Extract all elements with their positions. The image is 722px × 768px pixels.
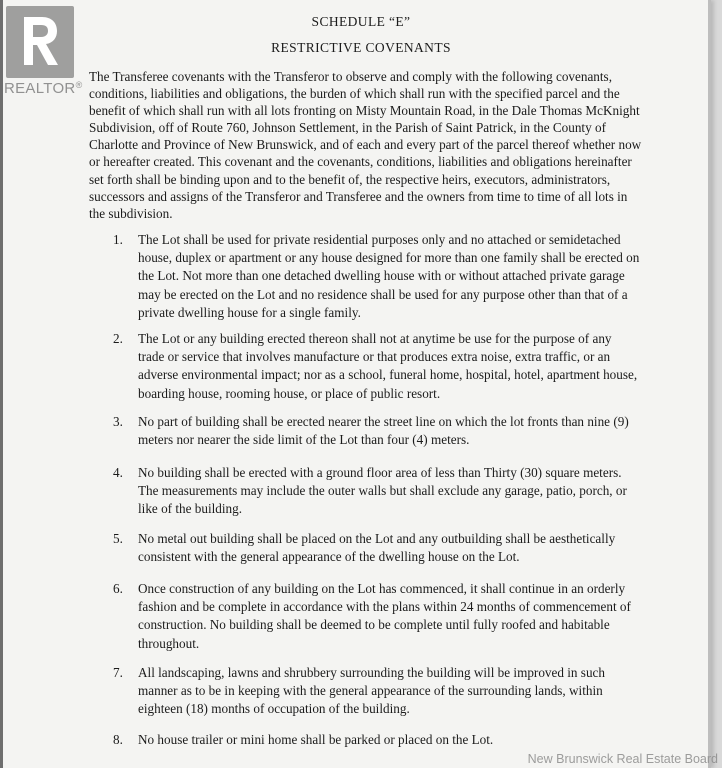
covenant-item-4 xyxy=(113,464,641,519)
item-text: The Lot shall be used for private residential purposes only and no attached or semidetached house, duplex or apartment or any house designed for more than one family shall be erected on the Lot. Not more than one detached dwelling house with or without attached private garage may be erected on the Lot and no residence shall be used for any purpose other than that of a private dwelling house for a single family. xyxy=(138,232,640,320)
item-text: No part of building shall be erected nearer the street line on which the lot fronts than nine (9) meters nor nearer the side limit of the Lot than four (4) meters. xyxy=(138,414,629,448)
item-number: 6. xyxy=(113,581,123,596)
realtor-logo-text: REALTOR® xyxy=(4,80,83,97)
item-text: No house trailer or mini home shall be parked or placed on the Lot. xyxy=(138,732,494,747)
schedule-title: SCHEDULE “E” xyxy=(311,14,411,29)
covenant-item-2 xyxy=(113,330,641,403)
item-text: The Lot or any building erected thereon shall not at anytime be use for the purpose of any trade or service that involves manufacture or that produces extra noise, extra traffic, or an adverse environmental impact; nor as a school, funeral home, hospital, hotel, apartment house, boarding house, rooming house, or place of public resort. xyxy=(138,331,638,401)
covenant-item-5 xyxy=(113,530,641,566)
covenants-heading: RESTRICTIVE COVENANTS xyxy=(271,40,451,55)
covenant-item-8 xyxy=(113,731,641,749)
intro-paragraph: The Transferee covenants with the Transferor to observe and comply with the following covenants, conditions, liabilities and obligations, the burden of which shall run with the specified parcel and the benefit of which shall run with all lots fronting on Misty Mountain Road, in the Dale Thomas McKnight Subdivision, off of Route 760, Johnson Settlement, in the Parish of Saint Patrick, in the County of Charlotte and Province of New Brunswick, and of each and every part of the parcel thereof whether now or hereafter created. This covenant and the covenants, conditions, liabilities and obligations hereinafter set forth shall be binding upon and to the benefit of, the respective heirs, executors, administrators, successors and assigns of the Transferor and Transferee and the owners from time to time of all lots in the subdivision. xyxy=(89,69,642,221)
item-number: 1. xyxy=(113,232,123,247)
board-watermark: New Brunswick Real Estate Board xyxy=(527,752,718,766)
page-border xyxy=(0,0,3,768)
item-number: 5. xyxy=(113,531,123,546)
item-number: 8. xyxy=(113,732,123,747)
item-number: 3. xyxy=(113,414,123,429)
item-text: Once construction of any building on the Lot has commenced, it shall continue in an orderly fashion and be complete in accordance with the plans within 24 months of commencement of construction. No building shall be deemed to be complete until fully roofed and habitable throughout. xyxy=(138,581,631,651)
item-number: 7. xyxy=(113,665,123,680)
item-text: All landscaping, lawns and shrubbery surrounding the building will be improved in such manner as to be in keeping with the general appearance of the surrounding lands, within eighteen (18) months of occupation of the building. xyxy=(138,665,605,717)
covenant-item-1 xyxy=(113,231,641,322)
item-text: No building shall be erected with a ground floor area of less than Thirty (30) square meters. The measurements may include the outer walls but shall exclude any garage, patio, porch, or like of the building. xyxy=(138,465,627,517)
item-number: 2. xyxy=(113,331,123,346)
item-number: 4. xyxy=(113,465,123,480)
item-text: No metal out building shall be placed on the Lot and any outbuilding shall be aesthetically consistent with the general appearance of the dwelling house on the Lot. xyxy=(138,531,616,565)
covenant-item-3 xyxy=(113,413,641,449)
covenant-item-7 xyxy=(113,664,641,719)
covenant-item-6 xyxy=(113,580,641,653)
